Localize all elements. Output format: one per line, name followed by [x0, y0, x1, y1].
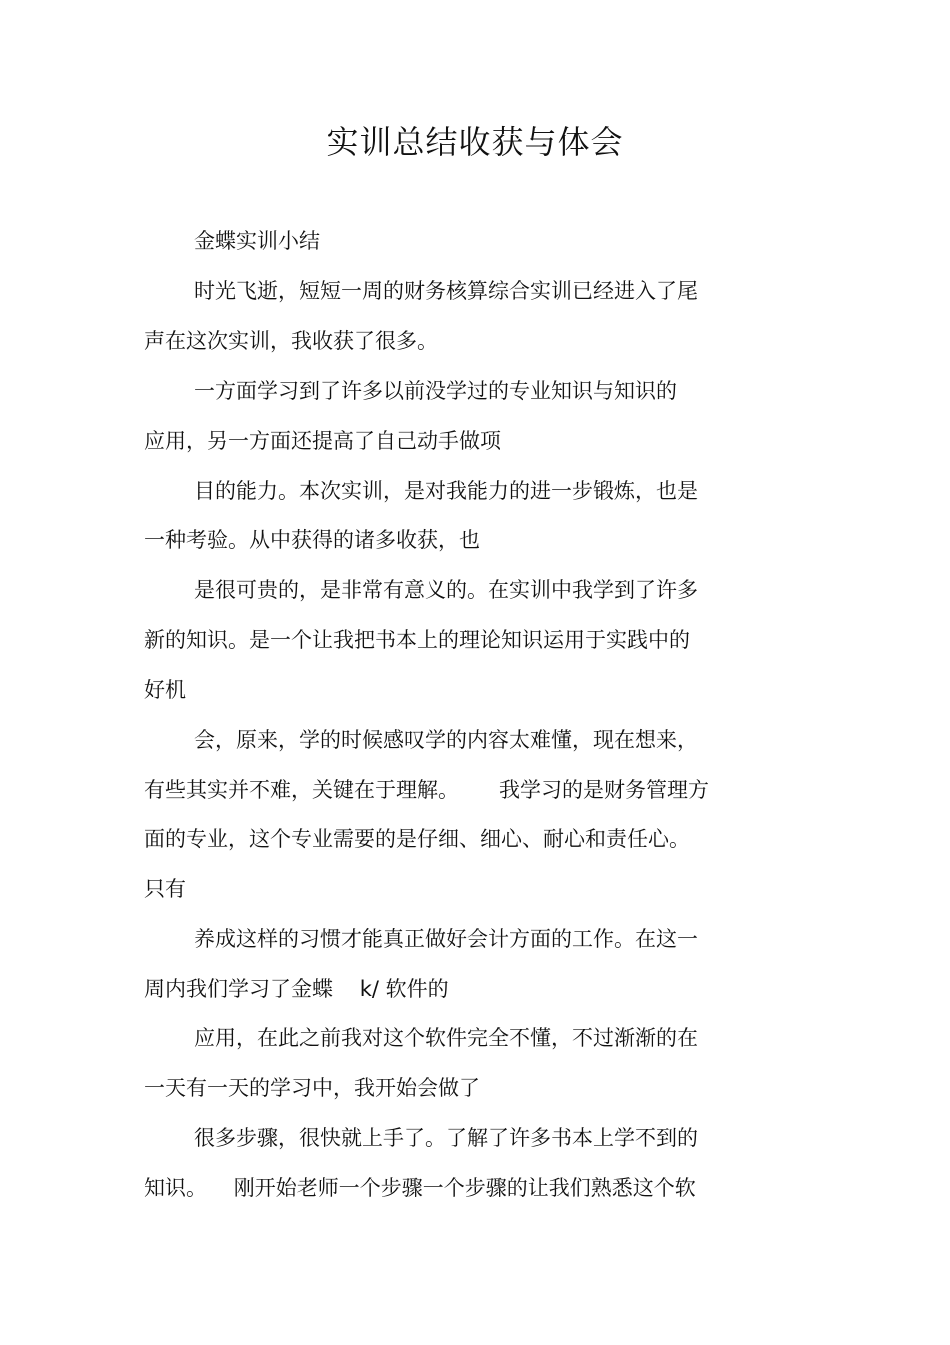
paragraph-line: 新的知识。是一个让我把书本上的理论知识运用于实践中的 [144, 628, 690, 652]
paragraph-line: 只有 [144, 877, 186, 901]
paragraph-line: 知识。 刚开始老师一个步骤一个步骤的让我们熟悉这个软 [144, 1176, 696, 1200]
paragraph-line: 养成这样的习惯才能真正做好会计方面的工作。在这一 [194, 927, 698, 951]
document-title: 实训总结收获与体会 [326, 123, 624, 161]
paragraph-line: 周内我们学习了金蝶 k/ 软件的 [144, 977, 449, 1001]
paragraph-line: 一方面学习到了许多以前没学过的专业知识与知识的 [194, 379, 677, 403]
paragraph-line: 有些其实并不难，关键在于理解。 我学习的是财务管理方 [144, 778, 710, 802]
paragraph-line: 时光飞逝，短短一周的财务核算综合实训已经进入了尾 [194, 279, 698, 303]
paragraph-line: 目的能力。本次实训，是对我能力的进一步锻炼，也是 [194, 479, 698, 503]
paragraph-line: 一天有一天的学习中，我开始会做了 [144, 1076, 480, 1100]
paragraph-line: 应用，另一方面还提高了自己动手做项 [144, 429, 501, 453]
paragraph-line: 一种考验。从中获得的诸多收获，也 [144, 528, 480, 552]
paragraph-line: 面的专业，这个专业需要的是仔细、细心、耐心和责任心。 [144, 827, 690, 851]
paragraph-line: 应用，在此之前我对这个软件完全不懂，不过渐渐的在 [194, 1026, 698, 1050]
paragraph-line: 很多步骤，很快就上手了。了解了许多书本上学不到的 [194, 1126, 698, 1150]
paragraph-line: 会，原来，学的时候感叹学的内容太难懂，现在想来， [194, 728, 698, 752]
paragraph-line: 声在这次实训，我收获了很多。 [144, 329, 438, 353]
section-heading: 金蝶实训小结 [194, 229, 320, 253]
paragraph-line: 是很可贵的，是非常有意义的。在实训中我学到了许多 [194, 578, 698, 602]
paragraph-line: 好机 [144, 678, 186, 702]
